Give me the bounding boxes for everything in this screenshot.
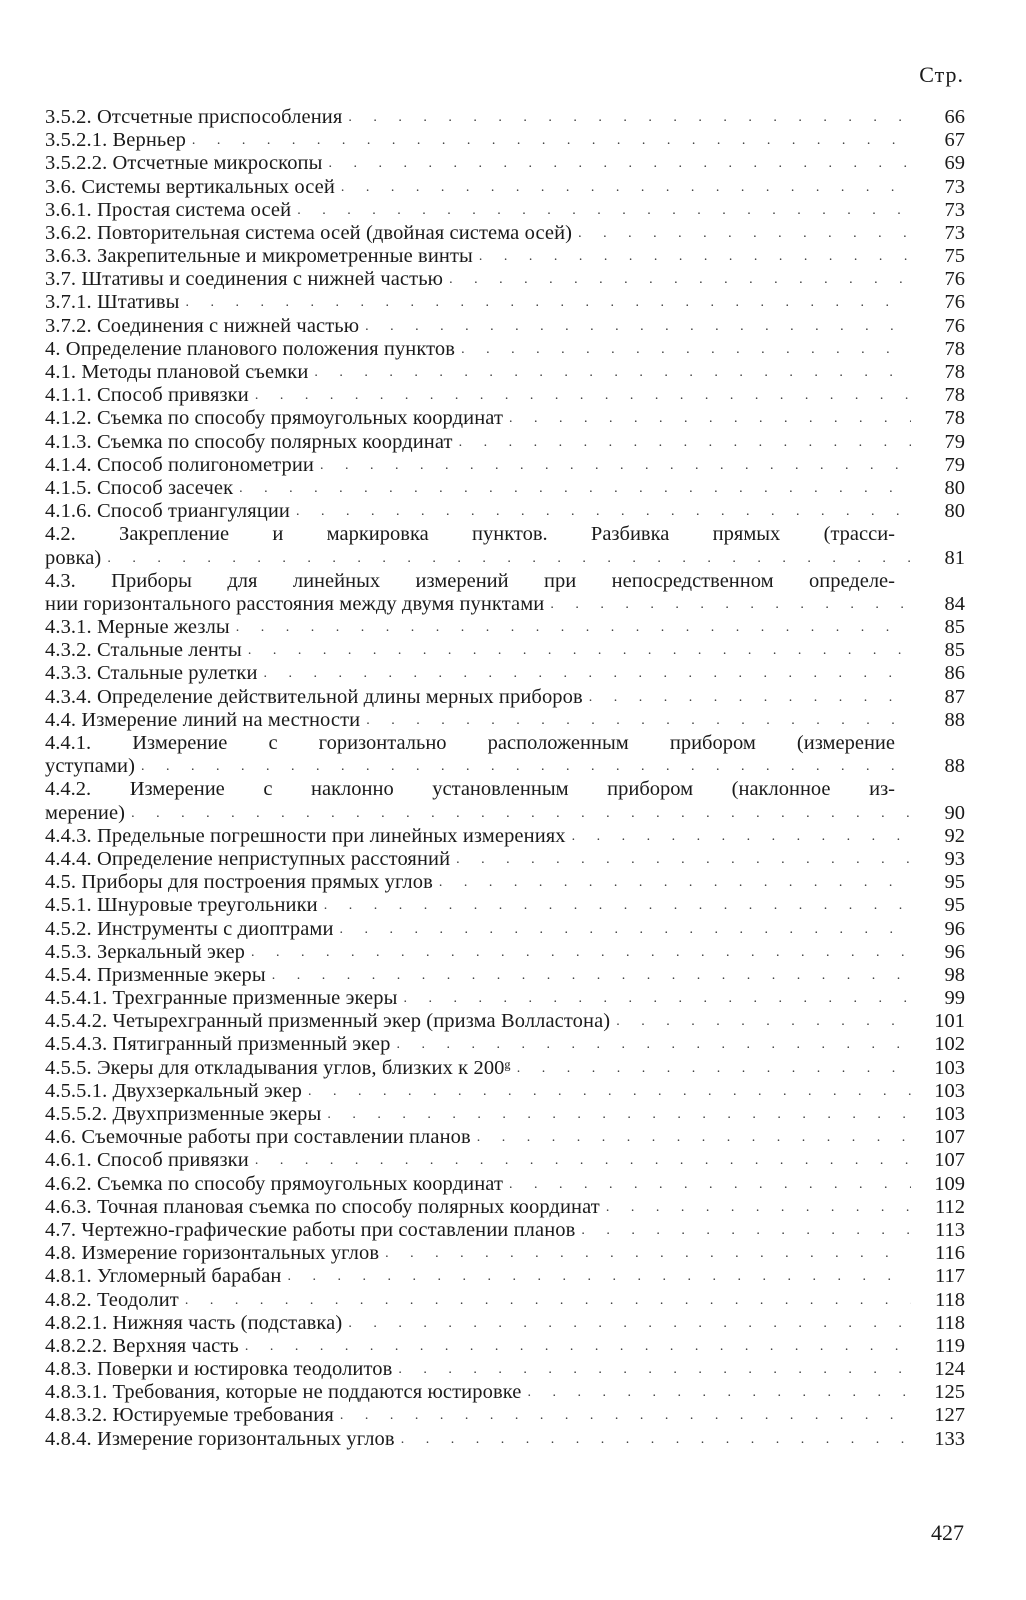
toc-entry-title: 4.8. Измерение горизонтальных углов (45, 1242, 380, 1265)
toc-entry-line (45, 1126, 965, 1149)
toc-entry (45, 1126, 965, 1149)
dot-leader (141, 755, 911, 778)
toc-entry (45, 431, 965, 454)
toc-entry (45, 1265, 965, 1288)
dot-leader (248, 639, 911, 662)
dot-leader (403, 987, 911, 1010)
dot-leader (589, 686, 911, 709)
toc-entry (45, 1312, 965, 1335)
toc-entry-page-number: 112 (935, 1195, 965, 1218)
toc-entry-title: 4.1.1. Способ привязки (45, 384, 249, 407)
toc-entry-title: 4.6. Съемочные работы при составлении планов (45, 1126, 471, 1149)
dot-leader (264, 663, 911, 686)
toc-entry-page-number: 93 (944, 848, 965, 870)
toc-entry (45, 523, 965, 569)
dot-leader (385, 1242, 911, 1265)
toc-entry (45, 245, 965, 268)
toc-entry (45, 500, 965, 523)
page-number: 427 (931, 1520, 964, 1545)
toc-entry (45, 1242, 965, 1265)
toc-entry-page-number: 109 (934, 1172, 965, 1195)
toc-entry-title: 4.5.4.1. Трехгранные призменные экеры (45, 987, 398, 1010)
toc-entry-line (45, 1358, 965, 1381)
toc-entry-title-first-line: 4.4.2. Измерение с наклонно установленным прибором (наклонное из- (45, 778, 895, 801)
toc-entry-page-number: 90 (944, 801, 965, 824)
toc-entry-title: 4.7. Чертежно-графические работы при составлении планов (45, 1219, 576, 1241)
toc-entry (45, 199, 965, 222)
toc-entry (45, 1149, 965, 1172)
toc-entry-title: 4.5. Приборы для построения прямых углов (45, 871, 433, 894)
toc-entry (45, 268, 965, 291)
dot-leader (449, 268, 911, 291)
toc-entry (45, 1196, 965, 1219)
dot-leader (287, 1265, 911, 1288)
dot-leader (296, 500, 911, 523)
toc-entry-title: 4.5.4. Призменные экеры (45, 963, 266, 986)
toc-entry-title: 4.8.2.2. Верхняя часть (45, 1334, 239, 1357)
toc-entry-title: 4.3.2. Стальные ленты (45, 639, 242, 662)
toc-entry-line (45, 964, 965, 987)
dot-leader (192, 129, 911, 152)
toc-entry-line (45, 152, 965, 175)
toc-entry-page-number: 133 (934, 1427, 965, 1450)
toc-entry-page-number: 88 (944, 755, 965, 778)
toc-entry-title: 4.5.1. Шнуровые треугольники (45, 894, 318, 917)
toc-entry (45, 292, 965, 315)
toc-entry (45, 1219, 965, 1242)
dot-leader (107, 547, 911, 570)
toc-entry (45, 1289, 965, 1312)
toc-entry-title: 4.8.2. Теодолит (45, 1288, 179, 1311)
toc-entry-title: 4.5.5. Экеры для откладывания углов, близких к 200ᵍ (45, 1056, 511, 1079)
toc-entry-title: 3.7.1. Штативы (45, 291, 180, 314)
toc-entry-page-number: 78 (944, 337, 965, 360)
toc-entry (45, 941, 965, 964)
page-column-header: Стр. (919, 62, 964, 87)
toc-entry-title: 4.8.3. Поверки и юстировка теодолитов (45, 1358, 393, 1381)
toc-entry-line (45, 361, 965, 384)
dot-leader (509, 407, 911, 430)
toc-entry-title: 4.6.2. Съемка по способу прямоугольных координат (45, 1172, 504, 1195)
toc-entry-page-number: 96 (944, 940, 965, 963)
toc-entry-page-number: 92 (944, 824, 965, 847)
toc-entry (45, 176, 965, 199)
toc-entry (45, 663, 965, 686)
toc-entry (45, 1173, 965, 1196)
dot-leader (578, 222, 911, 245)
toc-entry-page-number: 101 (934, 1010, 965, 1033)
toc-entry-title: 4.5.4.2. Четырехгранный призменный экер (призма Волластона) (45, 1010, 611, 1033)
toc-entry-page-number: 73 (944, 198, 965, 221)
toc-entry-line (45, 1428, 965, 1451)
toc-entry-title: 4.1.5. Способ засечек (45, 477, 234, 499)
toc-entry-title: 3.5.2.2. Отсчетные микроскопы (45, 152, 323, 175)
dot-leader (366, 709, 911, 732)
toc-entry (45, 1335, 965, 1358)
toc-entry-line (45, 616, 965, 639)
toc-entry-page-number: 119 (935, 1334, 965, 1357)
toc-entry-line (45, 1149, 965, 1172)
toc-entry-page-number: 116 (935, 1242, 965, 1265)
toc-entry-line (45, 1103, 965, 1126)
toc-entry-page-number: 118 (935, 1288, 965, 1311)
toc-entry (45, 477, 965, 500)
dot-leader (329, 152, 912, 175)
toc-entry-page-number: 78 (944, 384, 965, 407)
toc-entry (45, 964, 965, 987)
toc-entry (45, 686, 965, 709)
toc-entry-title: 4. Определение планового положения пунктов (45, 337, 456, 360)
toc-entry-title: 4.4.3. Предельные погрешности при линейных измерениях (45, 824, 566, 847)
toc-entry-line (45, 1405, 965, 1428)
toc-entry-line (45, 106, 965, 129)
toc-entry (45, 361, 965, 384)
dot-leader (245, 1335, 911, 1358)
dot-leader (365, 315, 911, 338)
dot-leader (314, 361, 911, 384)
toc-entry-title: 4.5.5.2. Двухпризменные экеры (45, 1103, 322, 1126)
toc-entry-line (45, 431, 965, 454)
dot-leader (396, 1034, 911, 1057)
toc-entry (45, 407, 965, 430)
toc-entry-line (45, 1242, 965, 1265)
toc-entry (45, 454, 965, 477)
toc-entry-line (45, 454, 965, 477)
toc-entry-title-first-line: 4.2. Закрепление и маркировка пунктов. Разбивка прямых (трасси- (45, 523, 895, 546)
toc-entry-page-number: 103 (934, 1103, 965, 1126)
toc-entry-title: 3.5.2. Отсчетные приспособления (45, 106, 343, 128)
toc-entry-page-number: 85 (944, 616, 965, 639)
toc-entry-title-first-line: 4.4.1. Измерение с горизонтально расположенным прибором (измерение (45, 732, 895, 755)
toc-entry-page-number: 88 (944, 708, 965, 731)
toc-entry-page-number: 98 (944, 963, 965, 986)
toc-entry-title: 3.7. Штативы и соединения с нижней частью (45, 268, 444, 291)
toc-entry-line (45, 500, 965, 523)
toc-entry-title: 4.5.3. Зеркальный экер (45, 940, 246, 963)
toc-entry-page-number: 79 (944, 430, 965, 453)
toc-entry-line (45, 1312, 965, 1335)
toc-entry-title: 3.6. Системы вертикальных осей (45, 175, 335, 198)
toc-entry-page-number: 118 (935, 1311, 965, 1334)
toc-entry-title: 4.1. Методы плановой съемки (45, 361, 309, 384)
toc-entry-line (45, 477, 965, 500)
toc-entry-page-number: 76 (944, 268, 965, 291)
toc-entry-page-number: 113 (935, 1219, 965, 1241)
toc-entry-line (45, 384, 965, 407)
dot-leader (479, 245, 911, 268)
toc-entry-line (45, 1196, 965, 1219)
toc-entry-page-number: 102 (934, 1033, 965, 1056)
table-of-contents (45, 106, 965, 1451)
toc-entry-line (45, 848, 965, 871)
toc-entry-line (45, 199, 965, 222)
toc-entry-title: 4.8.3.2. Юстируемые требования (45, 1404, 334, 1427)
dot-leader (340, 1405, 911, 1428)
toc-entry-page-number: 127 (934, 1404, 965, 1427)
toc-entry-line (45, 941, 965, 964)
dot-leader (550, 593, 911, 616)
toc-entry-page-number: 75 (944, 245, 965, 268)
dot-leader (255, 384, 911, 407)
toc-entry (45, 616, 965, 639)
toc-entry-line (45, 639, 965, 662)
toc-entry-line (45, 1034, 965, 1057)
toc-entry-line (45, 894, 965, 917)
dot-leader (509, 1173, 911, 1196)
toc-entry-line (45, 1057, 965, 1080)
toc-entry (45, 384, 965, 407)
toc-entry-line (45, 338, 965, 361)
toc-entry (45, 1381, 965, 1404)
toc-entry-line (45, 871, 965, 894)
toc-entry-line (45, 547, 965, 570)
toc-entry-title: 4.3.4. Определение действительной длины мерных приборов (45, 685, 583, 708)
toc-entry-page-number: 78 (944, 361, 965, 384)
toc-entry-title: 4.6.1. Способ привязки (45, 1149, 249, 1172)
toc-entry (45, 1103, 965, 1126)
dot-leader (527, 1381, 911, 1404)
toc-entry (45, 1405, 965, 1428)
dot-leader (456, 848, 911, 871)
toc-entry (45, 825, 965, 848)
toc-entry (45, 222, 965, 245)
toc-entry-page-number: 95 (944, 894, 965, 917)
dot-leader (308, 1080, 911, 1103)
toc-entry-title: 3.6.2. Повторительная система осей (двойная система осей) (45, 221, 573, 244)
toc-entry-title: 4.5.2. Инструменты с диоптрами (45, 917, 334, 940)
toc-entry-page-number: 107 (934, 1149, 965, 1172)
toc-entry (45, 894, 965, 917)
dot-leader (348, 106, 911, 129)
toc-entry (45, 709, 965, 732)
toc-entry (45, 1010, 965, 1033)
toc-entry-title: 4.8.1. Угломерный барабан (45, 1265, 282, 1288)
toc-entry-title: ровка) (45, 546, 102, 569)
dot-leader (517, 1057, 911, 1080)
toc-entry-page-number: 117 (935, 1265, 965, 1288)
toc-entry (45, 918, 965, 941)
toc-entry-line (45, 315, 965, 338)
toc-entry-page-number: 81 (944, 546, 965, 569)
dot-leader (348, 1312, 911, 1335)
toc-entry (45, 732, 965, 778)
dot-leader (251, 941, 911, 964)
toc-entry-page-number: 99 (944, 987, 965, 1010)
dot-leader (461, 338, 911, 361)
dot-leader (606, 1196, 911, 1219)
toc-entry-title: 4.1.3. Съемка по способу полярных координат (45, 430, 453, 453)
toc-entry-page-number: 67 (944, 129, 965, 152)
toc-entry-line (45, 1219, 965, 1242)
dot-leader (616, 1010, 911, 1033)
toc-entry (45, 1358, 965, 1381)
dot-leader (340, 918, 911, 941)
toc-entry (45, 1057, 965, 1080)
toc-entry-line (45, 1010, 965, 1033)
toc-entry-title: 4.1.4. Способ полигонометрии (45, 453, 314, 476)
toc-entry-page-number: 76 (944, 314, 965, 337)
toc-entry (45, 570, 965, 616)
toc-entry-title: 4.3.1. Мерные жезлы (45, 616, 230, 639)
toc-entry-page-number: 85 (944, 639, 965, 662)
toc-entry-page-number: 84 (944, 592, 965, 615)
dot-leader (320, 454, 911, 477)
dot-leader (239, 477, 911, 500)
toc-entry-title: 3.6.3. Закрепительные и микрометренные винты (45, 245, 473, 268)
dot-leader (572, 825, 911, 848)
toc-entry-title: 4.4.4. Определение неприступных расстояний (45, 848, 451, 870)
dot-leader (236, 616, 911, 639)
toc-entry-line (45, 918, 965, 941)
dot-leader (131, 802, 911, 825)
toc-entry-line (45, 1265, 965, 1288)
toc-entry (45, 338, 965, 361)
toc-entry-line (45, 1080, 965, 1103)
toc-entry-title-first-line: 4.3. Приборы для линейных измерений при непосредственном определе- (45, 569, 895, 592)
toc-entry-line (45, 292, 965, 315)
toc-entry-page-number: 79 (944, 453, 965, 476)
toc-entry-page-number: 107 (934, 1126, 965, 1149)
dot-leader (439, 871, 911, 894)
toc-entry-page-number: 124 (934, 1358, 965, 1381)
toc-entry-line (45, 245, 965, 268)
toc-entry (45, 639, 965, 662)
toc-entry-line (45, 825, 965, 848)
toc-entry-page-number: 95 (944, 871, 965, 894)
toc-entry-line (45, 709, 965, 732)
toc-entry-page-number: 73 (944, 175, 965, 198)
toc-entry-title: 4.8.4. Измерение горизонтальных углов (45, 1427, 395, 1450)
toc-entry-line (45, 1335, 965, 1358)
toc-entry (45, 129, 965, 152)
dot-leader (185, 1289, 911, 1312)
toc-entry-title: 4.1.2. Съемка по способу прямоугольных координат (45, 407, 504, 430)
toc-entry-title: 3.5.2.1. Верньер (45, 129, 186, 152)
toc-entry-title: нии горизонтального расстояния между двумя пунктами (45, 592, 545, 615)
toc-entry-title: 4.5.5.1. Двухзеркальный экер (45, 1079, 303, 1102)
dot-leader (272, 964, 911, 987)
dot-leader (324, 894, 911, 917)
toc-entry-line (45, 802, 965, 825)
dot-leader (327, 1103, 911, 1126)
toc-entry-line (45, 686, 965, 709)
toc-entry (45, 848, 965, 871)
toc-entry-title: 4.1.6. Способ триангуляции (45, 500, 290, 523)
toc-entry-page-number: 80 (944, 500, 965, 523)
toc-entry (45, 778, 965, 824)
toc-entry-line (45, 407, 965, 430)
toc-entry-line (45, 176, 965, 199)
toc-entry-title: уступами) (45, 755, 136, 778)
toc-entry-page-number: 66 (944, 106, 965, 128)
dot-leader (581, 1219, 911, 1242)
toc-entry (45, 152, 965, 175)
toc-entry-title: 4.3.3. Стальные рулетки (45, 662, 258, 685)
dot-leader (297, 199, 911, 222)
dot-leader (255, 1149, 911, 1172)
toc-entry (45, 106, 965, 129)
toc-entry-line (45, 1173, 965, 1196)
toc-entry-page-number: 69 (944, 152, 965, 175)
toc-entry-line (45, 663, 965, 686)
toc-entry-title: мерение) (45, 801, 126, 824)
toc-entry-title: 4.6.3. Точная плановая съемка по способу полярных координат (45, 1195, 600, 1218)
dot-leader (186, 292, 912, 315)
toc-entry-line (45, 987, 965, 1010)
toc-entry-title: 4.8.2.1. Нижняя часть (подставка) (45, 1311, 343, 1334)
toc-entry-page-number: 73 (944, 221, 965, 244)
toc-entry-line (45, 222, 965, 245)
toc-entry (45, 1080, 965, 1103)
toc-entry-page-number: 78 (944, 407, 965, 430)
toc-entry-page-number: 80 (944, 477, 965, 499)
toc-entry-page-number: 86 (944, 662, 965, 685)
toc-entry-title: 3.7.2. Соединения с нижней частью (45, 314, 360, 337)
toc-entry (45, 1428, 965, 1451)
toc-entry-page-number: 87 (944, 685, 965, 708)
dot-leader (398, 1358, 911, 1381)
toc-entry-title: 4.8.3.1. Требования, которые не поддаются юстировке (45, 1381, 522, 1404)
toc-entry (45, 315, 965, 338)
toc-entry-title: 4.5.4.3. Пятигранный призменный экер (45, 1033, 391, 1056)
toc-entry (45, 987, 965, 1010)
toc-entry (45, 1034, 965, 1057)
dot-leader (341, 176, 911, 199)
toc-entry-page-number: 125 (934, 1381, 965, 1404)
toc-entry-line (45, 755, 965, 778)
toc-entry-page-number: 103 (934, 1056, 965, 1079)
dot-leader (459, 431, 911, 454)
toc-entry-title: 4.4. Измерение линий на местности (45, 708, 361, 731)
toc-entry-page-number: 96 (944, 917, 965, 940)
dot-leader (477, 1126, 911, 1149)
toc-entry-line (45, 268, 965, 291)
toc-entry-line (45, 1381, 965, 1404)
toc-entry-line (45, 129, 965, 152)
toc-entry-line (45, 1289, 965, 1312)
dot-leader (401, 1428, 911, 1451)
toc-entry-title: 3.6.1. Простая система осей (45, 198, 292, 221)
toc-entry-page-number: 76 (944, 291, 965, 314)
toc-entry-page-number: 103 (934, 1079, 965, 1102)
toc-entry (45, 871, 965, 894)
toc-entry-line (45, 593, 965, 616)
